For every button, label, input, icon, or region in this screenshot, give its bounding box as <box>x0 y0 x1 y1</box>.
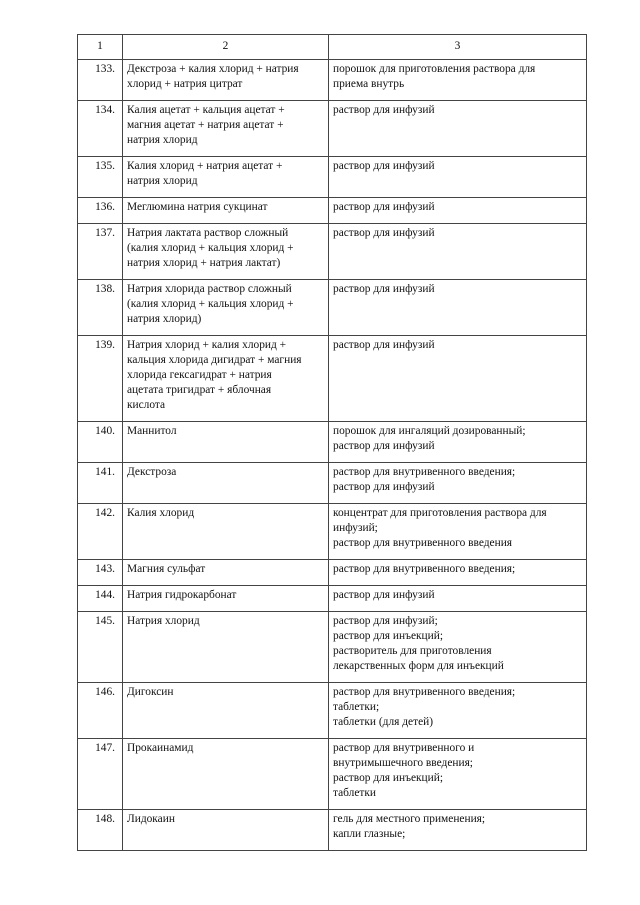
dosage-form-line: раствор для инфузий <box>333 227 435 239</box>
drug-name-cell <box>123 810 329 851</box>
dosage-form-cell <box>329 683 587 739</box>
drug-name-line: Натрия хлорид + калия хлорид + <box>127 339 287 351</box>
dosage-form-line: таблетки; <box>333 701 380 713</box>
dosage-form-cell <box>329 157 587 198</box>
drug-name-cell <box>123 101 329 157</box>
table-row <box>78 198 587 224</box>
dosage-form-cell <box>329 739 587 810</box>
dosage-form-line: внутримышечного введения; <box>333 757 473 769</box>
dosage-form-line: раствор для инфузий <box>333 201 435 213</box>
dosage-form-line: таблетки (для детей) <box>333 716 434 728</box>
row-number: 138. <box>78 280 123 336</box>
row-number: 142. <box>78 504 123 560</box>
dosage-form-line: порошок для ингаляций дозированный; <box>333 425 526 437</box>
drug-name-line: магния ацетат + натрия ацетат + <box>127 119 284 131</box>
row-number: 134. <box>78 101 123 157</box>
row-number: 147. <box>78 739 123 810</box>
table-row <box>78 810 587 851</box>
row-number: 133. <box>78 60 123 101</box>
dosage-form-line: раствор для внутривенного и <box>333 742 475 754</box>
drug-name-line: Декстроза + калия хлорид + натрия <box>127 63 299 75</box>
dosage-form-cell <box>329 586 587 612</box>
dosage-form-cell <box>329 504 587 560</box>
drug-name-cell <box>123 463 329 504</box>
drug-name-line: хлорида гексагидрат + натрия <box>127 369 272 381</box>
dosage-form-line: раствор для инфузий <box>333 339 435 351</box>
drug-name-cell <box>123 224 329 280</box>
drug-name-line: Лидокаин <box>127 813 175 825</box>
drug-name-line: Маннитол <box>127 425 177 437</box>
row-number: 141. <box>78 463 123 504</box>
table-header-row <box>78 35 587 60</box>
drug-name-cell <box>123 683 329 739</box>
column-header: 1 <box>78 35 123 60</box>
drug-name-line: натрия хлорид) <box>127 313 202 325</box>
dosage-form-line: раствор для инфузий <box>333 440 435 452</box>
drug-name-cell <box>123 60 329 101</box>
table-row <box>78 504 587 560</box>
drug-name-cell <box>123 586 329 612</box>
dosage-form-cell <box>329 463 587 504</box>
dosage-form-line: раствор для внутривенного введения; <box>333 466 516 478</box>
row-number: 135. <box>78 157 123 198</box>
drug-name-line: Натрия гидрокарбонат <box>127 589 237 601</box>
drug-name-line: (калия хлорид + кальция хлорид + <box>127 298 294 310</box>
dosage-form-line: приема внутрь <box>333 78 405 90</box>
dosage-form-line: концентрат для приготовления раствора для <box>333 507 547 519</box>
table-row <box>78 463 587 504</box>
drug-name-line: хлорид + натрия цитрат <box>127 78 243 90</box>
column-header: 3 <box>329 35 587 60</box>
dosage-form-line: раствор для инфузий <box>333 104 435 116</box>
dosage-form-line: раствор для инфузий <box>333 589 435 601</box>
drug-name-line: Калия хлорид + натрия ацетат + <box>127 160 283 172</box>
table-row <box>78 101 587 157</box>
drug-name-line: Прокаинамид <box>127 742 194 754</box>
drug-name-cell <box>123 157 329 198</box>
row-number: 143. <box>78 560 123 586</box>
row-number: 145. <box>78 612 123 683</box>
row-number: 144. <box>78 586 123 612</box>
dosage-form-cell <box>329 198 587 224</box>
dosage-form-cell <box>329 280 587 336</box>
table-row <box>78 60 587 101</box>
table-row <box>78 586 587 612</box>
table-row <box>78 739 587 810</box>
dosage-form-line: раствор для инъекций; <box>333 772 444 784</box>
dosage-form-line: раствор для инфузий <box>333 481 435 493</box>
drug-name-line: натрия хлорид <box>127 175 198 187</box>
dosage-form-line: лекарственных форм для инъекций <box>333 660 504 672</box>
drug-name-line: натрия хлорид <box>127 134 198 146</box>
drug-name-line: кислота <box>127 399 166 411</box>
drug-name-line: Натрия хлорида раствор сложный <box>127 283 292 295</box>
drug-name-line: натрия хлорид + натрия лактат) <box>127 257 281 269</box>
row-number: 139. <box>78 336 123 422</box>
drug-name-line: Меглюмина натрия сукцинат <box>127 201 268 213</box>
dosage-form-cell <box>329 612 587 683</box>
drug-name-cell <box>123 280 329 336</box>
table-row <box>78 422 587 463</box>
drug-name-line: Натрия хлорид <box>127 615 200 627</box>
drug-name-line: Натрия лактата раствор сложный <box>127 227 289 239</box>
drug-name-line: Калия ацетат + кальция ацетат + <box>127 104 285 116</box>
row-number: 148. <box>78 810 123 851</box>
drug-name-cell <box>123 422 329 463</box>
dosage-form-line: раствор для инфузий <box>333 283 435 295</box>
row-number: 146. <box>78 683 123 739</box>
dosage-form-cell <box>329 422 587 463</box>
drug-name-line: ацетата тригидрат + яблочная <box>127 384 272 396</box>
row-number: 140. <box>78 422 123 463</box>
dosage-form-cell <box>329 336 587 422</box>
table-row <box>78 336 587 422</box>
drug-name-cell <box>123 560 329 586</box>
dosage-form-line: порошок для приготовления раствора для <box>333 63 536 75</box>
dosage-form-line: раствор для внутривенного введения; <box>333 686 516 698</box>
table-row <box>78 224 587 280</box>
drug-table <box>77 34 587 851</box>
dosage-form-line: капли глазные; <box>333 828 406 840</box>
table-row <box>78 683 587 739</box>
dosage-form-cell <box>329 224 587 280</box>
table-row <box>78 612 587 683</box>
dosage-form-cell <box>329 101 587 157</box>
table-row <box>78 560 587 586</box>
drug-name-line: (калия хлорид + кальция хлорид + <box>127 242 294 254</box>
drug-name-cell <box>123 504 329 560</box>
dosage-form-line: растворитель для приготовления <box>333 645 492 657</box>
drug-name-line: Магния сульфат <box>127 563 206 575</box>
drug-name-cell <box>123 739 329 810</box>
dosage-form-cell <box>329 560 587 586</box>
column-header: 2 <box>123 35 329 60</box>
drug-name-line: Дигоксин <box>127 686 174 698</box>
dosage-form-line: инфузий; <box>333 522 378 534</box>
drug-name-line: Декстроза <box>127 466 177 478</box>
drug-name-cell <box>123 336 329 422</box>
drug-name-line: кальция хлорида дигидрат + магния <box>127 354 302 366</box>
drug-name-line: Калия хлорид <box>127 507 195 519</box>
drug-name-cell <box>123 612 329 683</box>
row-number: 137. <box>78 224 123 280</box>
dosage-form-line: раствор для инфузий; <box>333 615 438 627</box>
dosage-form-line: раствор для инъекций; <box>333 630 444 642</box>
drug-name-cell <box>123 198 329 224</box>
table-row <box>78 157 587 198</box>
dosage-form-cell <box>329 810 587 851</box>
table-row <box>78 280 587 336</box>
dosage-form-cell <box>329 60 587 101</box>
dosage-form-line: раствор для внутривенного введения <box>333 537 513 549</box>
dosage-form-line: таблетки <box>333 787 377 799</box>
dosage-form-line: раствор для инфузий <box>333 160 435 172</box>
dosage-form-line: гель для местного применения; <box>333 813 486 825</box>
row-number: 136. <box>78 198 123 224</box>
dosage-form-line: раствор для внутривенного введения; <box>333 563 516 575</box>
